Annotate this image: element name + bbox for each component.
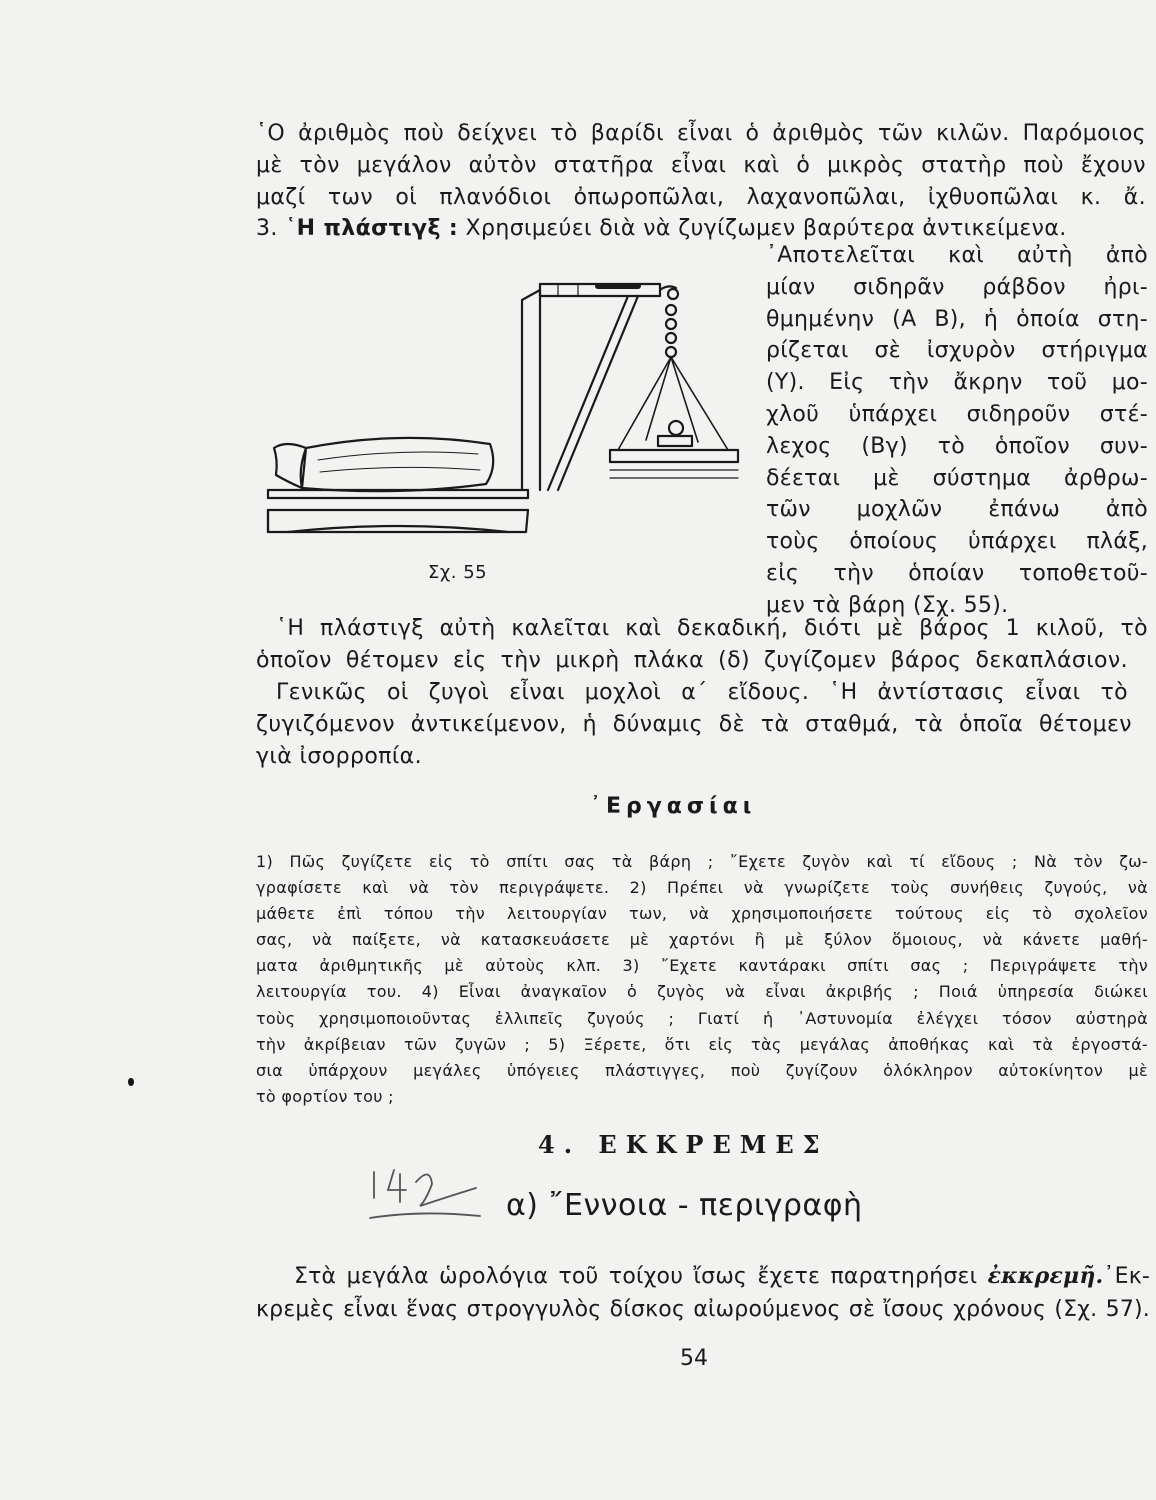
text-line: τοὺς ὁποίους ὑπάρχει πλάξ,	[766, 529, 1148, 555]
text-segment: ᾿Εκ-	[1103, 1264, 1150, 1289]
chapter-title: 4. ΕΚΚΡΕΜΕΣ	[538, 1130, 829, 1159]
text-line	[256, 1260, 1150, 1293]
text-line: τῶν μοχλῶν ἐπάνω ἀπὸ	[766, 497, 1148, 523]
text-line: ῾Η πλάστιγξ αὐτὴ καλεῖται καὶ δεκαδική, διότι μὲ βάρος 1 κιλοῦ, τὸ	[276, 616, 1148, 641]
text-line: ὁποῖον θέτομεν εἰς τὴν μικρὴ πλάκα (δ) ζυγίζομεν βάρος δεκαπλάσιον.	[256, 648, 1128, 673]
text-line: λειτουργία του. 4) Εἶναι ἀναγκαῖον ὁ ζυγὸς νὰ εἶναι ἀκριβής ; Ποιά ὑπηρεσία διώκει	[256, 982, 1148, 1002]
levers-paragraph	[276, 677, 1128, 709]
handwritten-note	[360, 1160, 490, 1230]
exercises-text	[256, 849, 1148, 1110]
text-line: (Υ). Εἰς τὴν ἄκρην τοῦ μο-	[766, 370, 1148, 396]
text-segment: Στὰ μεγάλα ὡρολόγια τοῦ τοίχου ἴσως ἔχετε παρατηρήσει	[294, 1264, 978, 1289]
text-line: εἰς τὴν ὁποίαν τοποθετοῦ-	[766, 560, 1148, 586]
pendulum-paragraph	[256, 1260, 1150, 1326]
text-line: τοὺς χρησιμοποιοῦντας ἐλλιπεῖς ζυγούς ; Γιατί ἡ ᾿Αστυνομία ἐλέγχει τόσον αὐστηρὰ	[256, 1008, 1148, 1028]
page-number: 54	[680, 1346, 708, 1371]
text-line: 1) Πῶς ζυγίζετε εἰς τὸ σπίτι σας τὰ βάρη ; ῎Εχετε ζυγὸν καὶ τί εἴδους ; Νὰ τὸν ζω-	[256, 852, 1148, 871]
sack	[301, 438, 494, 491]
text-line: μεν τὰ βάρη (Σχ. 55).	[766, 592, 1009, 618]
scale-paragraph	[276, 613, 1148, 645]
text-line: χλοῦ ὑπάρχει σιδηροῦν στέ-	[766, 401, 1148, 427]
text-line: γιὰ ἰσορροπία.	[256, 744, 422, 769]
text-line: Γενικῶς οἱ ζυγοὶ εἶναι μοχλοὶ α΄ εἴδους. ῾Η ἀντίστασις εἶναι τὸ	[276, 680, 1128, 705]
item-term: ῾Η πλάστιγξ :	[285, 216, 459, 241]
item-text: Χρησιμεύει διὰ νὰ ζυγίζωμεν βαρύτερα ἀντικείμενα.	[465, 216, 1067, 241]
scale-base	[268, 510, 528, 532]
emphasized-term: ἐκκρεμῆ.	[987, 1263, 1104, 1289]
text-line: σια ὑπάρχουν μεγάλες ὑπόγειες πλάστιγγες, ποὺ ζυγίζουν ὁλόκληρον αὐτοκίνητον μὲ	[256, 1060, 1148, 1080]
text-line: λεχος (Βγ) τὸ ὁποῖον συν-	[766, 433, 1148, 459]
text-line: μάθετε ἐπὶ τόπου τὴν λειτουργίαν των, νὰ χρησιμοποιήσετε τούτους εἰς τὸ σχολεῖον	[256, 904, 1148, 924]
text-line: τὴν ἀκρίβειαν τῶν ζυγῶν ; 5) Ξέρετε, ὅτι εἰς τὰς μεγάλας ἀποθήκας καὶ τὰ ἐργοστά-	[256, 1034, 1148, 1054]
exercises-heading: ᾿Εργασίαι	[590, 794, 757, 819]
text-line: ματα ἀριθμητικῆς μὲ αὐτοὺς κλπ. 3) ῎Εχετε καντάρακι σπίτι σας ; Περιγράψετε τὴν	[256, 956, 1148, 976]
platform-scale-figure	[258, 270, 748, 560]
text-line: τὸ φορτίον του ;	[256, 1086, 394, 1106]
text-line: ᾿Αποτελεῖται καὶ αὐτὴ ἀπὸ	[766, 243, 1148, 268]
figure-caption: Σχ. 55	[428, 562, 488, 583]
levers-paragraph-cont	[256, 709, 1132, 773]
scale-paragraph-cont	[256, 645, 1128, 677]
scale-column	[522, 290, 540, 490]
text-line: σας, νὰ παίξετε, νὰ κατασκευάσετε μὲ χαρτόνι ἢ μὲ ξύλον ὅμοιους, νὰ κάνετε μαθή-	[256, 930, 1148, 950]
text-line: δέεται μὲ σύστημα ἀρθρω-	[766, 465, 1148, 491]
figure-side-text	[766, 240, 1148, 622]
text-line: μαζί των οἱ πλανόδιοι ὀπωροπῶλαι, λαχανοπῶλαι, ἰχθυοπῶλαι κ. ἄ.	[256, 185, 1146, 210]
text-line: γραφίσετε καὶ νὰ τὸν περιγράψετε. 2) Πρέπει νὰ γνωρίζετε τοὺς συνήθεις ζυγούς, νὰ	[256, 878, 1148, 898]
intro-paragraph	[256, 118, 1146, 214]
scale-pan	[610, 450, 738, 462]
text-line: μίαν σιδηρᾶν ράβδον ἠρι-	[766, 274, 1148, 300]
subchapter-title: α) ῎Εννοια - περιγραφὴ	[506, 1188, 863, 1223]
text-line: κρεμὲς εἶναι ἕνας στρογγυλὸς δίσκος αἰωρούμενος σὲ ἴσους χρόνους (Σχ. 57).	[256, 1297, 1150, 1322]
text-line: ρίζεται σὲ ἰσχυρὸν στήριγμα	[766, 338, 1148, 364]
text-line: μὲ τὸν μεγάλον αὐτὸν στατῆρα εἶναι καὶ ὁ μικρὸς στατὴρ ποὺ ἔχουν	[256, 153, 1146, 178]
text-line: ῾Ο ἀριθμὸς ποὺ δείχνει τὸ βαρίδι εἶναι ὁ ἀριθμὸς τῶν κιλῶν. Παρόμοιος	[256, 121, 1146, 146]
text-line: ζυγιζόμενον ἀντικείμενον, ἡ δύναμις δὲ τὰ σταθμά, τὰ ὁποῖα θέτομεν	[256, 712, 1132, 737]
text-line: θμημένην (Α Β), ἡ ὁποία στη-	[766, 306, 1148, 332]
item-number: 3.	[256, 216, 278, 241]
ink-dot	[128, 1078, 134, 1086]
